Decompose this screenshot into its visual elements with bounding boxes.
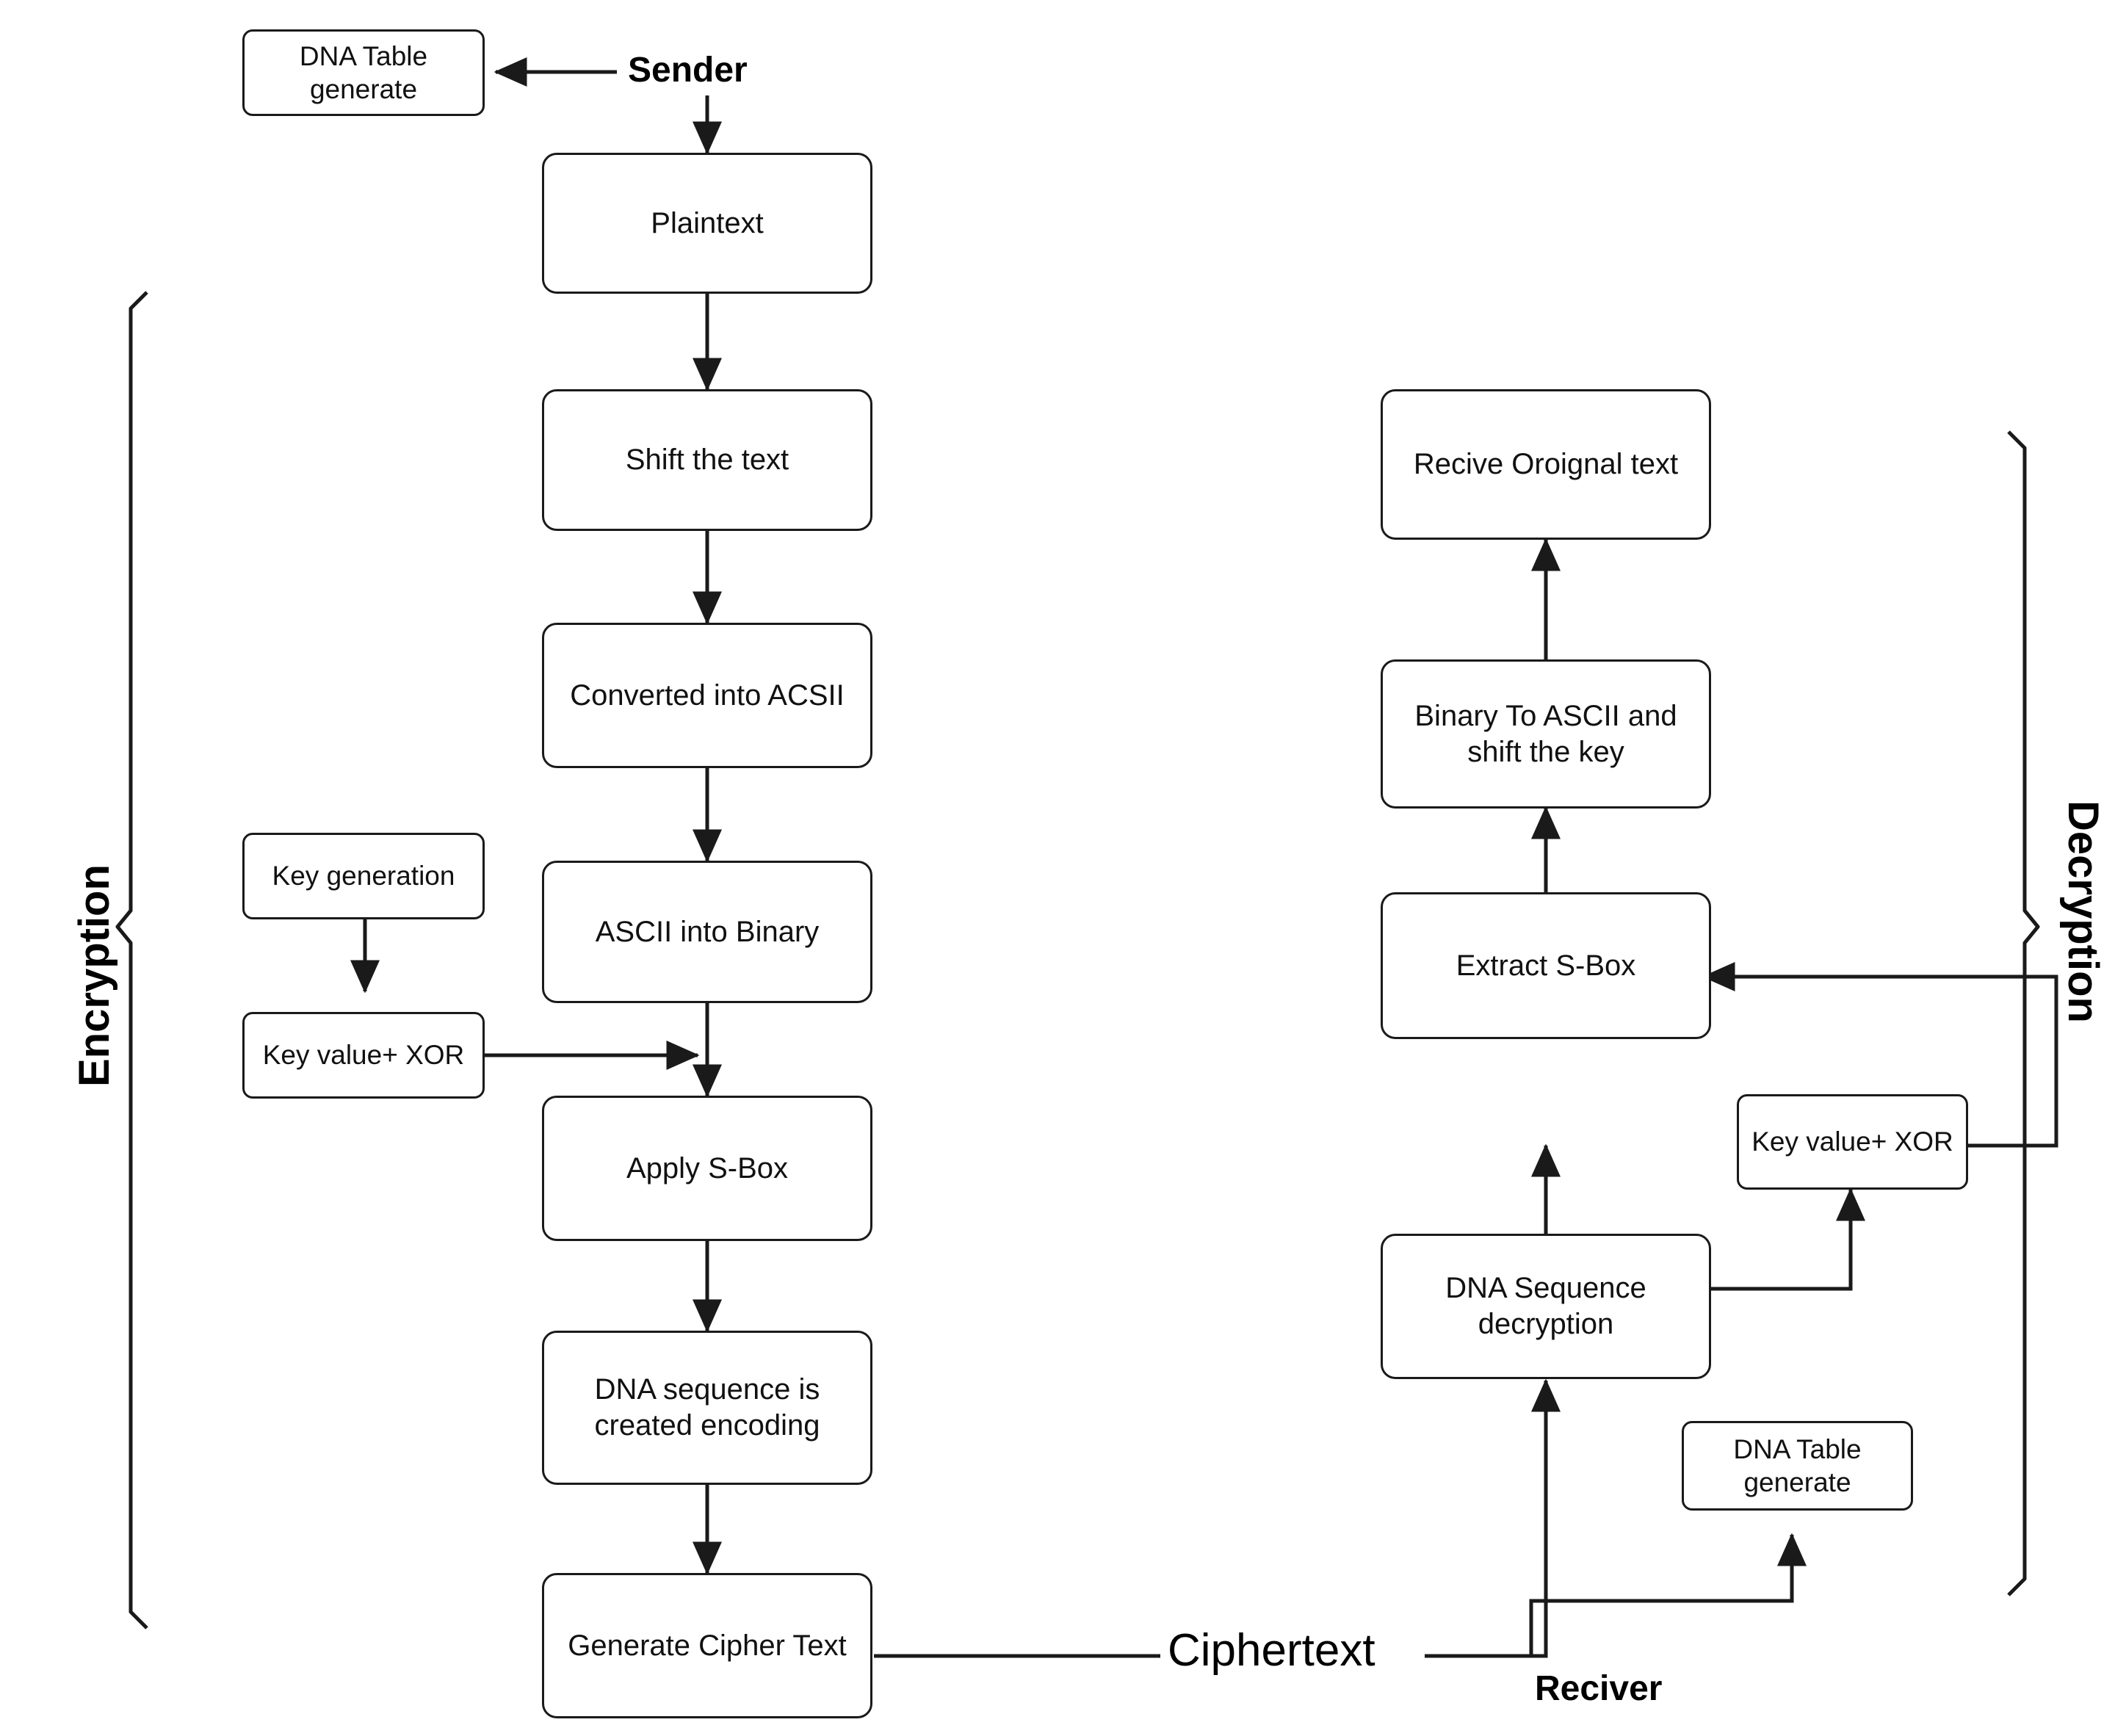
node-converted-into-acsii[interactable]: [542, 623, 872, 768]
node-label: DNA Sequence decryption: [1445, 1272, 1646, 1340]
node-label: Shift the text: [625, 444, 789, 477]
node-generate-cipher-text[interactable]: [542, 1573, 872, 1718]
node-ascii-into-binary[interactable]: [542, 861, 872, 1003]
node-label: Plaintext: [651, 206, 764, 239]
node-label: ASCII into Binary: [595, 915, 820, 948]
node-label: DNA sequence is created encoding: [594, 1373, 820, 1442]
node-label: Extract S-Box: [1456, 949, 1636, 982]
label-decryption: Decryption: [2059, 800, 2107, 1023]
node-label: DNA Table generate: [299, 40, 428, 104]
node-label: Key value+ XOR: [1751, 1126, 1953, 1157]
label-sender: Sender: [628, 51, 748, 90]
label-receiver: Reciver: [1535, 1669, 1663, 1708]
label-ciphertext: Ciphertext: [1168, 1625, 1375, 1676]
node-dna-sequence-decryption[interactable]: [1381, 1234, 1711, 1379]
node-label: Converted into ACSII: [570, 679, 845, 712]
node-shift-the-text[interactable]: [542, 389, 872, 531]
node-dna-table-generate-right[interactable]: [1682, 1421, 1913, 1511]
node-dna-table-generate-left[interactable]: [242, 29, 485, 116]
node-label: Recive Oroignal text: [1413, 448, 1679, 481]
node-key-value-xor-left[interactable]: [242, 1012, 485, 1099]
node-plaintext[interactable]: [542, 153, 872, 294]
node-apply-s-box[interactable]: [542, 1096, 872, 1241]
node-label: Generate Cipher Text: [568, 1629, 847, 1662]
node-binary-to-ascii-shift-key[interactable]: [1381, 659, 1711, 809]
node-label: Binary To ASCII and shift the key: [1414, 699, 1677, 768]
node-label: Key value+ XOR: [262, 1040, 465, 1071]
node-label: DNA Table generate: [1733, 1433, 1862, 1497]
node-dna-sequence-created-encoding[interactable]: [542, 1331, 872, 1485]
label-encryption: Encryption: [70, 864, 118, 1087]
node-extract-s-box[interactable]: [1381, 892, 1711, 1039]
node-recive-oroignal-text[interactable]: [1381, 389, 1711, 540]
node-key-generation[interactable]: [242, 833, 485, 919]
node-key-value-xor-right[interactable]: [1737, 1094, 1968, 1190]
node-label: Key generation: [272, 861, 455, 891]
node-label: Apply S-Box: [626, 1151, 789, 1185]
